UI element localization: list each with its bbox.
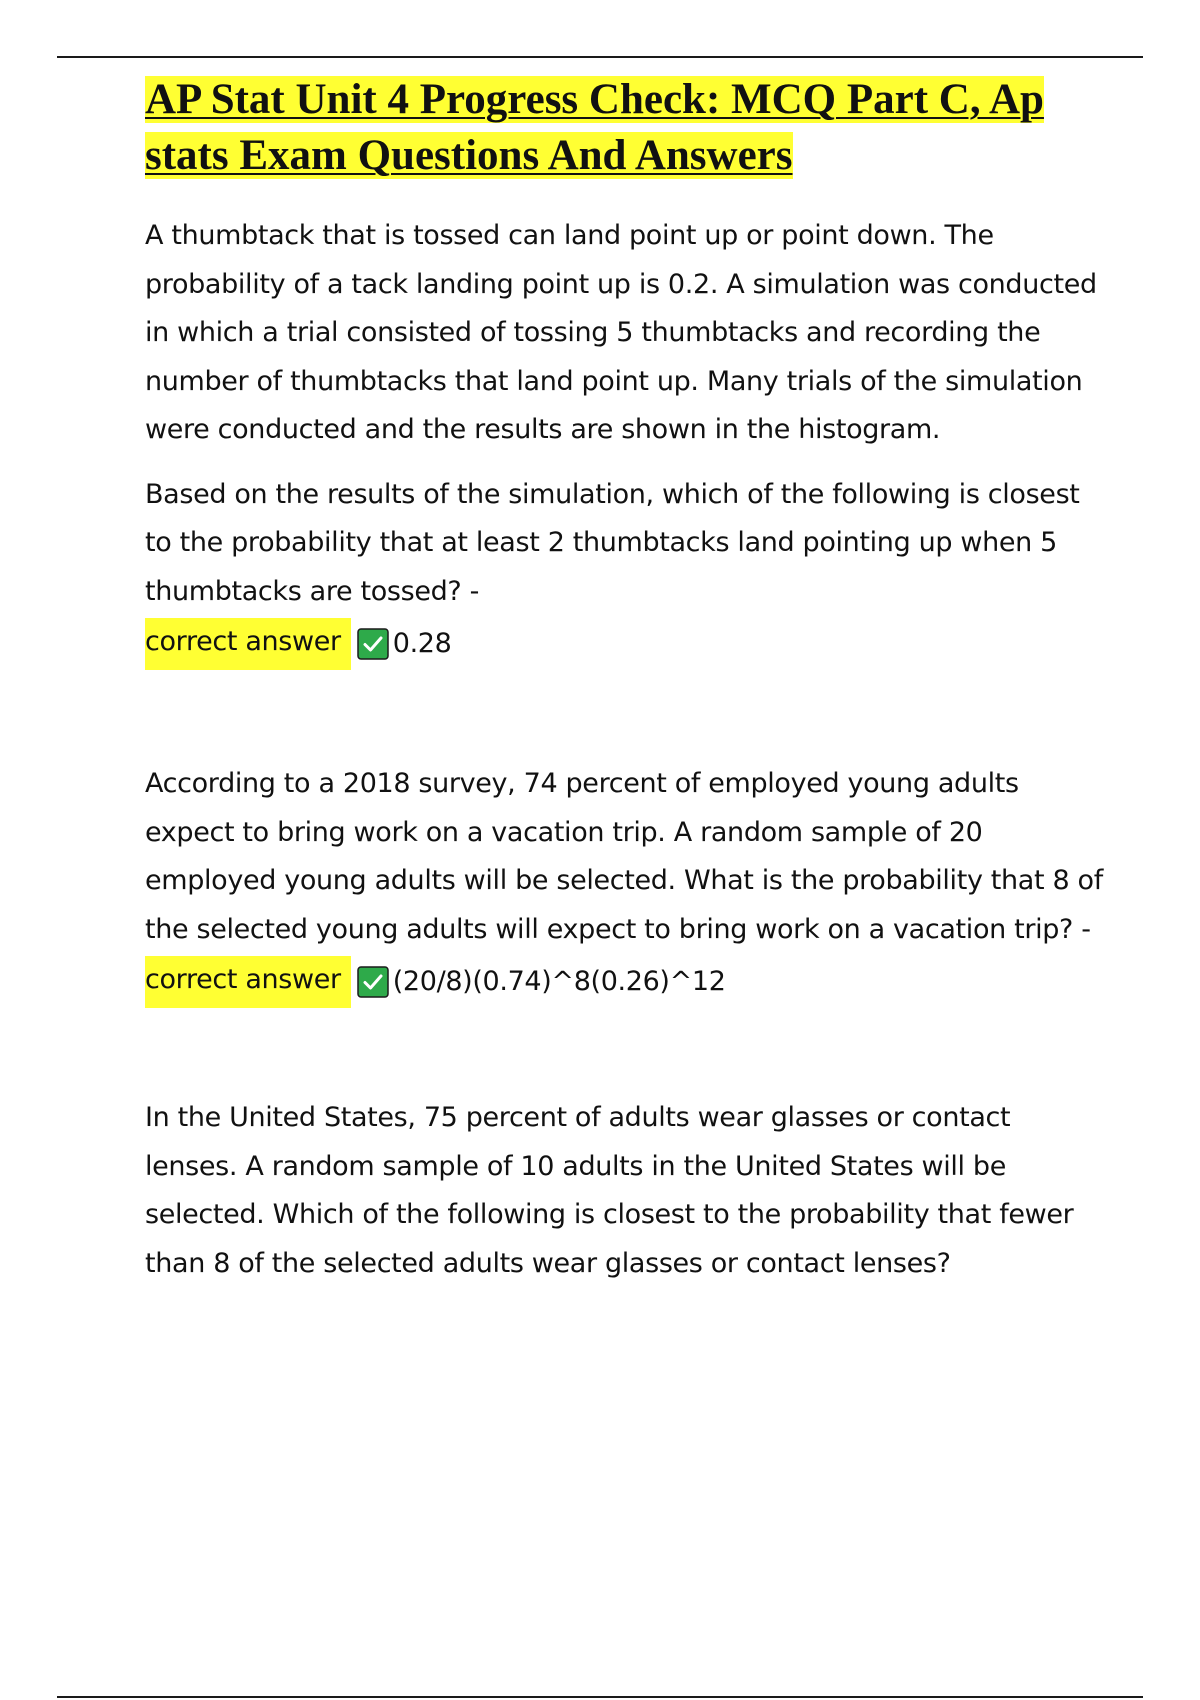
answer-row xyxy=(145,954,1105,1010)
answer-value: (20/8)(0.74)^8(0.26)^12 xyxy=(392,966,726,997)
answer-row xyxy=(145,616,1105,672)
check-mark-icon xyxy=(357,628,389,660)
bottom-rule xyxy=(57,1696,1143,1698)
question-text: In the United States, 75 percent of adults wear glasses or contact lenses. A random sample of 10 adults in the United States will be selected. Which of the following is closest to the probability that fewer than 8 of the selected adults wear glasses or contact lenses? xyxy=(145,1102,1074,1279)
check-mark-icon xyxy=(357,966,389,998)
question-text: According to a 2018 survey, 74 percent of employed young adults expect to bring work on a vacation trip. A random sample of 20 employed young adults will be selected. What is the probability that 8 of the selected young adults will expect to bring work on a vacation trip? - xyxy=(145,768,1103,945)
question-prompt: Based on the results of the simulation, which of the following is closest to the probability that at least 2 thumbtacks land pointing up when 5 thumbtacks are tossed? - xyxy=(145,478,1080,607)
question-block xyxy=(145,760,1105,1010)
document-title: AP Stat Unit 4 Progress Check: MCQ Part C, Ap stats Exam Questions And Answers xyxy=(145,76,1044,179)
answer-label: correct answer xyxy=(145,618,351,670)
question-block xyxy=(145,212,1105,672)
question-text: A thumbtack that is tossed can land point up or point down. The probability of a tack landing point up is 0.2. A simulation was conducted in which a trial consisted of tossing 5 thumbtacks and recording the number of thumbtacks that land point up. Many trials of the simulation were conducted and the results are shown in the histogram. xyxy=(145,220,1097,445)
question-block xyxy=(145,1094,1105,1288)
top-rule xyxy=(57,56,1143,58)
answer-label: correct answer xyxy=(145,956,351,1008)
answer-value: 0.28 xyxy=(392,628,452,659)
document-body xyxy=(145,72,1105,1288)
